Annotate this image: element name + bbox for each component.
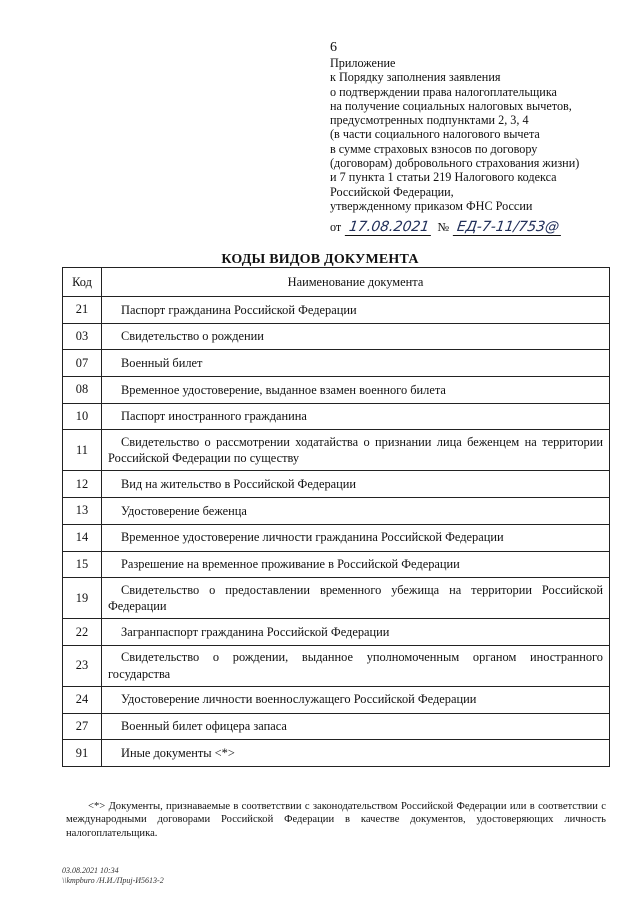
order-number-handwritten: ЕД-7-11/753@ — [453, 219, 563, 236]
order-reference — [330, 219, 564, 236]
row-code: 91 — [63, 740, 102, 767]
appendix-line: Приложение — [330, 56, 396, 70]
stamp-line: 03.08.2021 10:34 — [62, 866, 119, 875]
row-code: 19 — [63, 578, 102, 619]
table-row — [63, 350, 610, 377]
appendix-line: предусмотренных подпунктами 2, 3, 4 — [330, 113, 529, 128]
table-row — [63, 430, 610, 471]
table-row — [63, 551, 610, 578]
row-code: 08 — [63, 377, 102, 404]
row-name: Военный билет офицера запаса — [102, 713, 610, 740]
table-row — [63, 740, 610, 767]
row-code: 11 — [63, 430, 102, 471]
row-name: Удостоверение беженца — [102, 498, 610, 525]
row-code: 14 — [63, 524, 102, 551]
row-code: 13 — [63, 498, 102, 525]
registration-stamp — [62, 866, 164, 886]
appendix-line: на получение социальных налоговых вычетов, — [330, 98, 572, 113]
row-name: Свидетельство о рождении, выданное уполномоченным органом иностранного государства — [102, 645, 610, 686]
row-code: 27 — [63, 713, 102, 740]
table-row — [63, 403, 610, 430]
header-name: Наименование документа — [102, 268, 610, 297]
table-row — [63, 471, 610, 498]
order-prefix: от — [330, 220, 342, 234]
row-name: Временное удостоверение личности гражданина Российской Федерации — [102, 524, 610, 551]
table-row — [63, 578, 610, 619]
table-row — [63, 297, 610, 324]
row-name: Свидетельство о предоставлении временного убежища на территории Российской Федерации — [102, 578, 610, 619]
table-row — [63, 524, 610, 551]
table-row — [63, 498, 610, 525]
row-name: Военный билет — [102, 350, 610, 377]
row-code: 10 — [63, 403, 102, 430]
table-row — [63, 686, 610, 713]
table-row — [63, 645, 610, 686]
order-number-prefix: № — [437, 220, 450, 234]
row-name: Удостоверение личности военнослужащего Российской Федерации — [102, 686, 610, 713]
appendix-line: в сумме страховых взносов по договору — [330, 141, 538, 156]
appendix-line: и 7 пункта 1 статьи 219 Налогового кодекса — [330, 170, 557, 185]
row-name: Свидетельство о рождении — [102, 323, 610, 350]
row-code: 24 — [63, 686, 102, 713]
row-name: Временное удостоверение, выданное взамен военного билета — [102, 377, 610, 404]
order-date-handwritten: 17.08.2021 — [345, 219, 434, 236]
appendix-line: о подтверждении права налогоплательщика — [330, 84, 557, 99]
row-name: Паспорт иностранного гражданина — [102, 403, 610, 430]
row-name: Свидетельство о рассмотрении ходатайства о признании лица беженцем на территории Российской Федерации по существу — [102, 430, 610, 471]
row-name: Вид на жительство в Российской Федерации — [102, 471, 610, 498]
footnote: <*> Документы, признаваемые в соответствии с законодательством Российской Федерации или в соответствии с международными договорами Российской Федерации в качестве документов, удостоверяющих личность налогоплательщика. — [66, 801, 606, 839]
codes-table — [62, 267, 610, 767]
header-code: Код — [63, 268, 102, 297]
row-name: Паспорт гражданина Российской Федерации — [102, 297, 610, 324]
row-name: Загранпаспорт гражданина Российской Федерации — [102, 619, 610, 646]
appendix-line: утвержденному приказом ФНС России — [330, 198, 533, 213]
appendix-line: (договорам) добровольного страхования жизни) — [330, 156, 580, 171]
appendix-line: к Порядку заполнения заявления — [330, 70, 501, 85]
row-code: 12 — [63, 471, 102, 498]
row-code: 23 — [63, 645, 102, 686]
row-code: 03 — [63, 323, 102, 350]
row-name: Иные документы <*> — [102, 740, 610, 767]
stamp-line: \\kmpburo /Н.И./Приј-И5613-2 — [62, 876, 164, 885]
row-code: 15 — [63, 551, 102, 578]
appendix-block — [330, 56, 630, 213]
table-row — [63, 377, 610, 404]
appendix-line: (в части социального налогового вычета — [330, 127, 540, 142]
table-row — [63, 323, 610, 350]
row-name: Разрешение на временное проживание в Российской Федерации — [102, 551, 610, 578]
row-code: 22 — [63, 619, 102, 646]
table-header-row — [63, 268, 610, 297]
table-row — [63, 713, 610, 740]
table-row — [63, 619, 610, 646]
row-code: 07 — [63, 350, 102, 377]
row-code: 21 — [63, 297, 102, 324]
document-title: КОДЫ ВИДОВ ДОКУМЕНТА — [221, 252, 419, 267]
appendix-line: Российской Федерации, — [330, 184, 454, 199]
page-number: 6 — [330, 40, 337, 55]
